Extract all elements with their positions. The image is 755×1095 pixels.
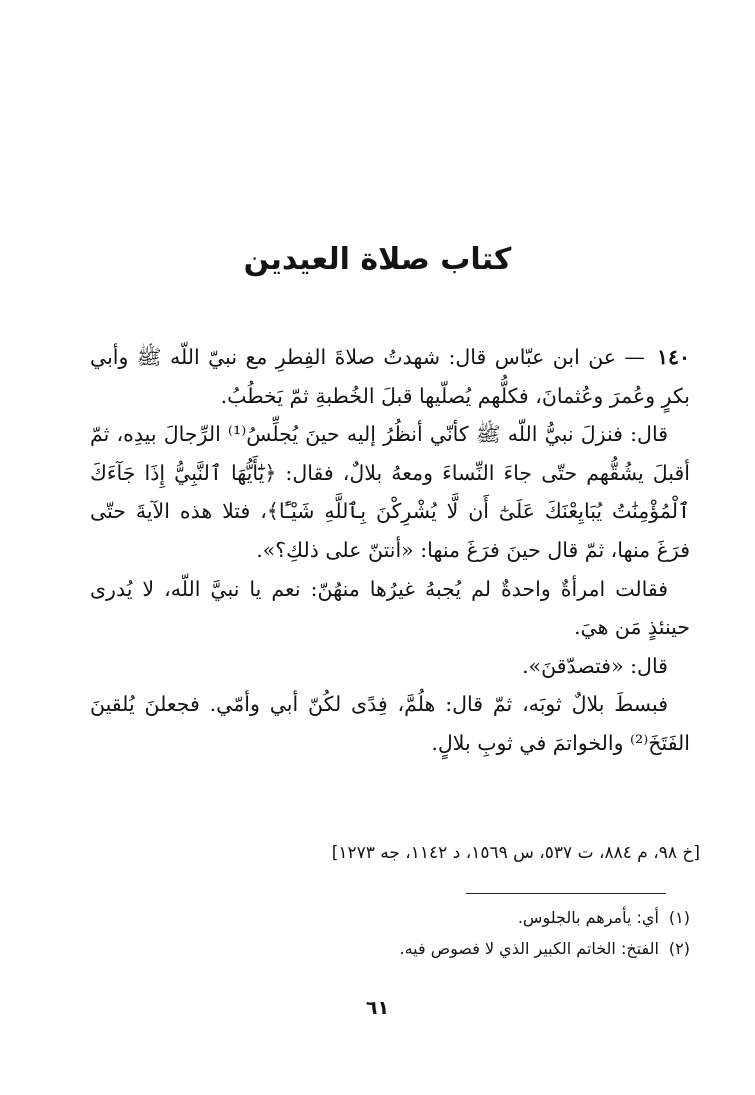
- footnote-separator: [466, 893, 666, 894]
- footnote-1-text: أي: يأمرهم بالجلوس.: [517, 908, 659, 927]
- hadith-body: [90, 338, 690, 763]
- page-number: ٦١: [365, 997, 390, 1019]
- chapter-title: كتاب صلاة العيدين: [243, 242, 512, 277]
- footnote-2-number: (٢): [668, 939, 690, 958]
- hadith-paragraph-3: فقالت امرأةٌ واحدةٌ لم يُجبهُ غيرُها منهُنّ: نعم يا نبيَّ اللّه، لا يُدرى حينئذٍ مَن هيَ.: [90, 576, 690, 640]
- footnote-2: [90, 933, 690, 964]
- hadith-paragraph-1-text: عن ابن عبّاس قال: شهدتُ صلاةَ الفِطرِ مع نبيّ اللّه ﷺ وأبي بكرٍ وعُمرَ وعُثمانَ، فكلُّهم يُصلّيها قبلَ الخُطبةِ ثمّ يَخطُبُ.: [90, 345, 690, 408]
- footnote-2-text: الفتخ: الخاتم الكبير الذي لا فصوص فيه.: [399, 939, 659, 958]
- hadith-paragraph-4: قال: «فتصدّقنَ».: [522, 653, 668, 678]
- footnote-1: [90, 902, 690, 933]
- footnote-1-number: (١): [668, 908, 690, 927]
- hadith-number: ١٤٠: [656, 345, 690, 369]
- footnotes: [90, 902, 690, 964]
- hadith-paragraph-1: ١٤٠— عن ابن عبّاس قال: شهدتُ صلاةَ الفِطرِ مع نبيّ اللّه ﷺ وأبي بكرٍ وعُمرَ وعُثمانَ، فكلُّهم يُصلّيها قبلَ الخُطبةِ ثمّ يَخطُبُ.: [90, 338, 690, 415]
- hadith-paragraph-5: فبسطَ بلالٌ ثوبَه، ثمّ قال: هلُمَّ، فِدًى لكُنّ أبي وأمّي. فجعلنَ يُلقينَ الفَتَخَ⁽²⁾ والخواتمَ في ثوبِ بلالٍ.: [90, 692, 690, 755]
- hadith-references: [خ ٩٨، م ٨٨٤، ت ٥٣٧، س ١٥٦٩، د ١١٤٢، جه ١٢٧٣]: [331, 843, 700, 863]
- hadith-paragraph-2: قال: فنزلَ نبيُّ اللّه ﷺ كأنّي أنظُرُ إليه حينَ يُجلِّسُ⁽¹⁾ الرِّجالَ بيدِه، ثمّ أقبلَ يشُقُّهم حتّى جاءَ النِّساءَ ومعهُ بلالٌ، فقال: ﴿يَٰٓأَيُّهَا ٱلنَّبِيُّ إِذَا جَآءَكَ ٱلْمُؤْمِنَٰتُ يُبَايِعْنَكَ عَلَىٰٓ أَن لَّا يُشْرِكْنَ بِٱللَّهِ شَيْـًٔا﴾، فتلا هذه الآيةَ حتّى فرَغَ منها، ثمّ قال حينَ فرَغَ منها: «أنتنّ على ذلكِ؟».: [90, 422, 690, 562]
